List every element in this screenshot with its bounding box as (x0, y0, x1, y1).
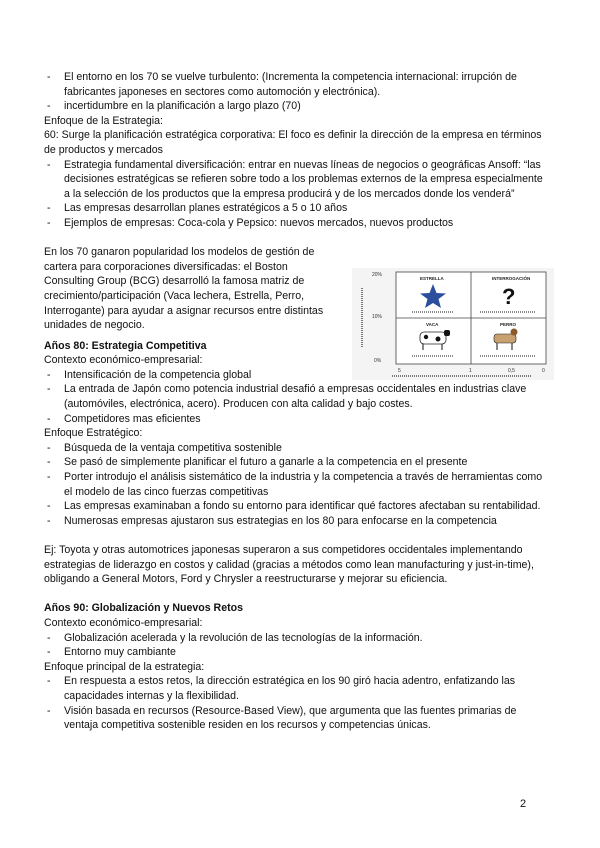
section-90-context-label: Contexto económico-empresarial: (44, 616, 203, 629)
list-item: - incertidumbre en la planificación a largo plazo (70) (44, 99, 544, 114)
list-item: - Globalización acelerada y la revolución de las tecnologías de la información. (44, 631, 544, 646)
list-item: - Las empresas examinaban a fondo su entorno para identificar qué factores afectaban su rentabilidad. (44, 499, 544, 514)
list-item: - Intensificación de la competencia global (44, 368, 544, 383)
list-item: - Visión basada en recursos (Resource-Based View), que argumenta que las fuentes primarias de ventaja competitiva sostenible residen en los recursos y competencias únicas. (44, 704, 544, 733)
section-90-approach-label: Enfoque principal de la estrategia: (44, 660, 205, 673)
bcg-matrix-figure (352, 268, 554, 380)
section-80-context-label: Contexto económico-empresarial: (44, 354, 203, 367)
list-item: - Entorno muy cambiante (44, 645, 544, 660)
y-tick: 0% (374, 358, 382, 364)
y-tick: 20% (372, 272, 383, 278)
x-tick: 0,5 (508, 368, 515, 374)
list-item: - En respuesta a estos retos, la dirección estratégica en los 90 giró hacia adentro, enfatizando las capacidades internas y la flexibilidad. (44, 674, 544, 703)
strategy-heading: Enfoque de la Estrategia: (44, 114, 163, 127)
list-item: - Búsqueda de la ventaja competitiva sostenible (44, 441, 544, 456)
list-item: - Ejemplos de empresas: Coca-cola y Pepsico: nuevos mercados, nuevos productos (44, 216, 544, 231)
list-item: - Se pasó de simplemente planificar el futuro a ganarle a la competencia en el presente (44, 455, 544, 470)
svg-text:?: ? (502, 284, 516, 309)
section-80-example: Ej: Toyota y otras automotrices japonesas superaron a sus competidores occidentales implementando estrategias de liderazgo en costos y calidad (gracias a métodos como lean manufacturing y just-in-time), obligando a General Motors, Ford y Chrysler a reestructurarse y mejorar su eficiencia. (44, 544, 534, 586)
bcg-paragraph: En los 70 ganaron popularidad los modelos de gestión de cartera para corporaciones diversificadas: el Boston Consulting Group (BCG) desarrolló la famosa matriz de crecimiento/participación (Vaca lechera, Estrella, Perro, Interrogante) para ayudar a asignar recursos entre distintas unidades de negocio. (44, 246, 324, 332)
section-80-title: Años 80: Estrategia Competitiva (44, 339, 207, 352)
list-item: - Estrategia fundamental diversificación: entrar en nuevas líneas de negocios o geográficas Ansoff: “las decisiones estratégicas se refieren sobre todo a los problemas externos de la empresa especialmente a la selección de los productos que la empresa producirá y de los mercados donde los venderá” (44, 158, 544, 202)
list-item: - Competidores mas eficientes (44, 412, 544, 427)
section-80-approach-label: Enfoque Estratégico: (44, 427, 143, 440)
list-item: - Las empresas desarrollan planes estratégicos a 5 o 10 años (44, 201, 544, 216)
question-mark-icon (502, 284, 515, 309)
y-tick: 10% (372, 314, 383, 320)
x-tick: 1 (469, 368, 472, 374)
quadrant-cow-label: VACA (426, 322, 439, 327)
quadrant-dog-label: PERRO (500, 322, 517, 327)
section-90-title: Años 90: Globalización y Nuevos Retos (44, 602, 243, 615)
strategy-intro: 60: Surge la planificación estratégica corporativa: El foco es definir la dirección de la empresa en términos de productos y mercados (44, 129, 542, 156)
list-item: - La entrada de Japón como potencia industrial desafió a empresas occidentales en industrias clave (automóviles, electrónica, acero). Producen con alta calidad y bajo costes. (44, 382, 544, 411)
x-tick: 0 (542, 368, 545, 374)
page-number: 2 (520, 798, 527, 810)
list-item: - El entorno en los 70 se vuelve turbulento: (Incrementa la competencia internacional: irrupción de fabricantes japoneses en sectores como automoción y electrónica). (44, 70, 544, 99)
list-item: - Numerosas empresas ajustaron sus estrategias en los 80 para enfocarse en la competencia (44, 514, 544, 529)
list-item: - Porter introdujo el análisis sistemático de la industria y la competencia a través de herramientas como el modelo de las cinco fuerzas competitivas (44, 470, 544, 499)
x-tick: 5 (398, 368, 401, 374)
quadrant-star-label: ESTRELLA (420, 276, 444, 281)
document-body (44, 70, 544, 733)
quadrant-question-label: INTERROGACIÓN (492, 276, 531, 281)
